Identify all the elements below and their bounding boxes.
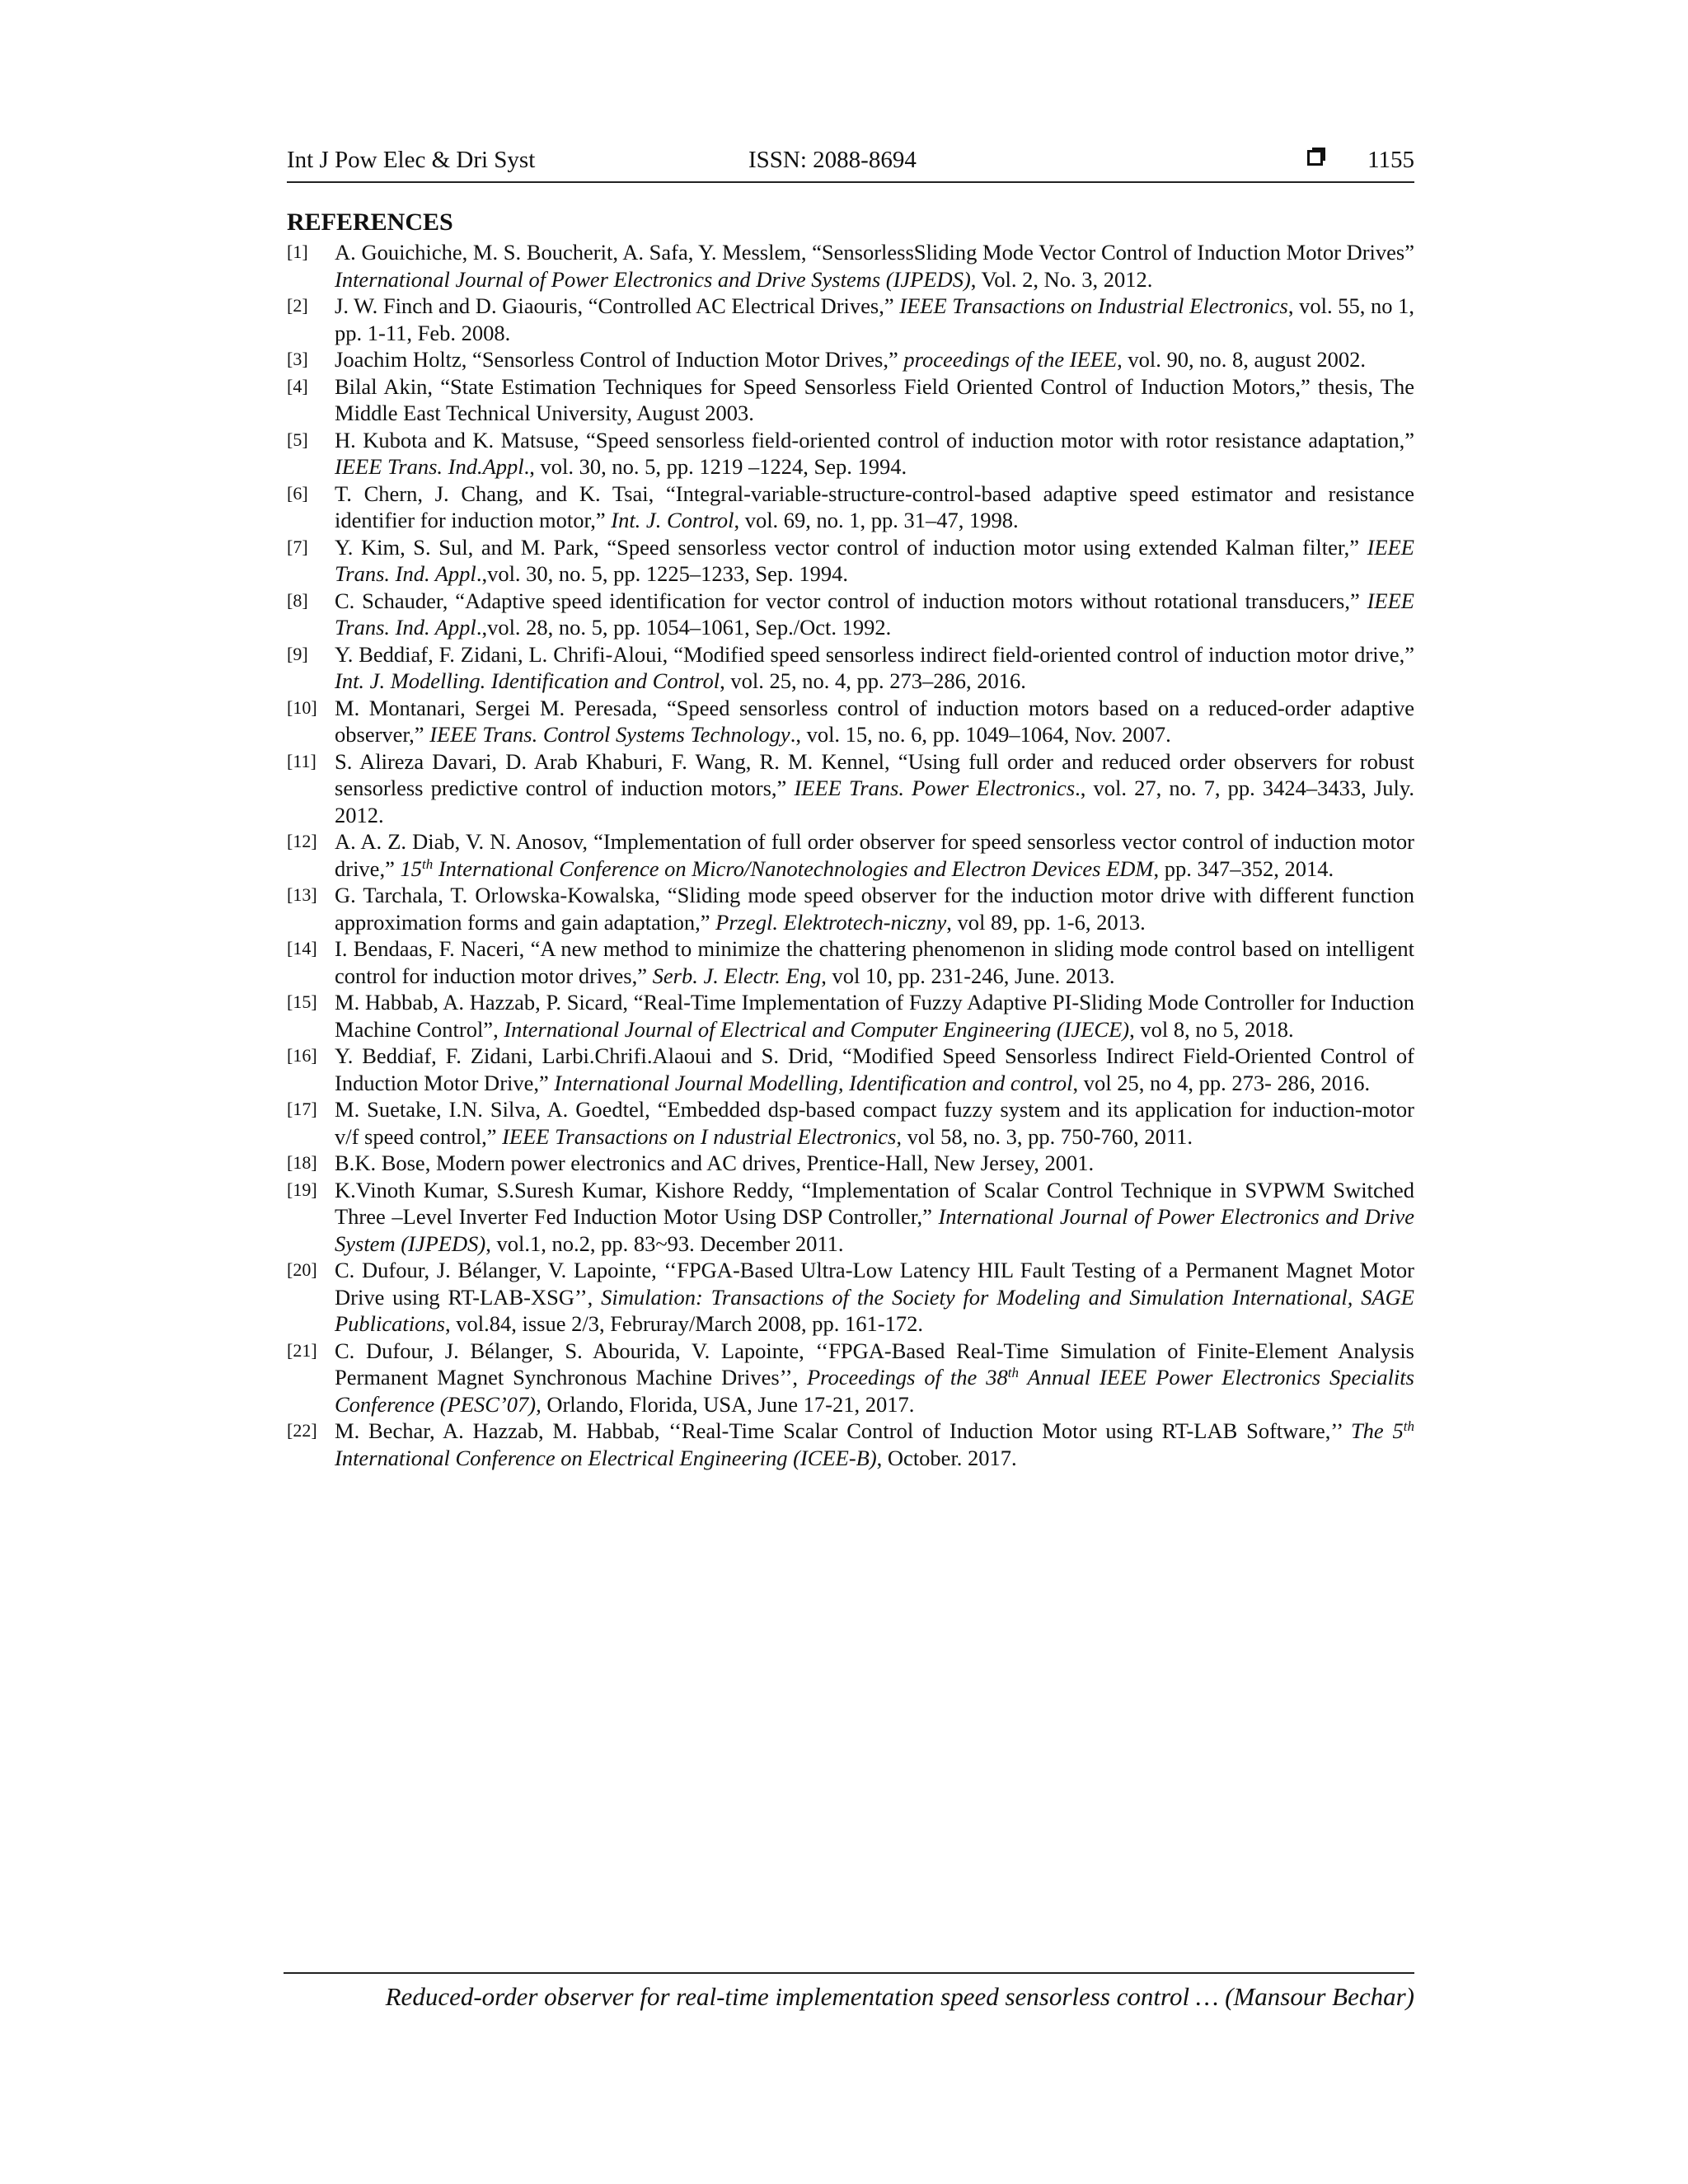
reference-text: C. Schauder, “Adaptive speed identification for vector control of induction motors without rotational transducers,” IEEE Trans. Ind. Appl.,vol. 28, no. 5, pp. 1054–1061, Sep./Oct. 1992. (335, 588, 1414, 640)
reference-number: [19] (287, 1179, 317, 1200)
reference-text: M. Bechar, A. Hazzab, M. Habbab, ‘‘Real-Time Scalar Control of Induction Motor using RT-LAB Software,’’ The 5th International Conference on Electrical Engineering (ICEE-B), October. 2017. (335, 1418, 1414, 1470)
reference-number: [11] (287, 750, 316, 771)
reference-text: J. W. Finch and D. Giaouris, “Controlled AC Electrical Drives,” IEEE Transactions on Industrial Electronics, vol. 55, no 1, pp. 1-11, Feb. 2008. (335, 293, 1414, 345)
section-heading: REFERENCES (287, 209, 453, 236)
reference-number: [4] (287, 375, 308, 396)
reference-text: Joachim Holtz, “Sensorless Control of Induction Motor Drives,” proceedings of the IEEE, vol. 90, no. 8, august 2002. (335, 347, 1366, 372)
reference-item (287, 1338, 1414, 1418)
reference-text: M. Suetake, I.N. Silva, A. Goedtel, “Embedded dsp-based compact fuzzy system and its application for induction-motor v/f speed control,” IEEE Transactions on I ndustrial Electronics, vol 58, no. 3, pp. 750-760, 2011. (335, 1097, 1414, 1149)
reference-item (287, 534, 1414, 588)
reference-text: M. Habbab, A. Hazzab, P. Sicard, “Real-Time Implementation of Fuzzy Adaptive PI-Sliding Mode Controller for Induction Machine Control”, International Journal of Electrical and Computer Engineering (IJECE), vol 8, no 5, 2018. (335, 990, 1414, 1042)
reference-text: T. Chern, J. Chang, and K. Tsai, “Integral-variable-structure-control-based adaptive speed estimator and resistance identifier for induction motor,” Int. J. Control, vol. 69, no. 1, pp. 31–47, 1998. (335, 480, 1414, 532)
reference-number: [1] (287, 241, 308, 262)
reference-item (287, 373, 1414, 427)
footer-title: Reduced-order observer for real-time implementation speed sensorless control … (Mansour Bechar) (385, 1982, 1414, 2011)
page-number: 1155 (1367, 147, 1414, 173)
reference-text: A. A. Z. Diab, V. N. Anosov, “Implementation of full order observer for speed sensorless vector control of induction motor drive,” 15th International Conference on Micro/Nanotechnologies and Electron Devices EDM, pp. 347–352, 2014. (335, 829, 1414, 881)
reference-item (287, 239, 1414, 293)
reference-number: [17] (287, 1099, 317, 1119)
reference-text: M. Montanari, Sergei M. Peresada, “Speed sensorless control of induction motors based on a reduced-order adaptive observer,” IEEE Trans. Control Systems Technology., vol. 15, no. 6, pp. 1049–1064, Nov. 2007. (335, 695, 1414, 747)
reference-list (287, 239, 1414, 1471)
reference-number: [9] (287, 643, 308, 664)
reference-item (287, 695, 1414, 748)
reference-text: H. Kubota and K. Matsuse, “Speed sensorless field-oriented control of induction motor with rotor resistance adaptation,” IEEE Trans. Ind.Appl., vol. 30, no. 5, pp. 1219 –1224, Sep. 1994. (335, 427, 1414, 479)
reference-item (287, 480, 1414, 534)
reference-item (287, 1177, 1414, 1258)
reference-item (287, 935, 1414, 989)
reference-item (287, 293, 1414, 346)
reference-number: [2] (287, 295, 308, 316)
reference-number: [6] (287, 482, 308, 504)
reference-item (287, 748, 1414, 829)
running-header (287, 145, 1414, 183)
references-section (287, 208, 1414, 1471)
reference-number: [15] (287, 991, 317, 1012)
reference-item (287, 1418, 1414, 1471)
reference-item (287, 1043, 1414, 1096)
reference-item (287, 346, 1414, 373)
running-footer (284, 1972, 1414, 2011)
reference-number: [22] (287, 1420, 317, 1441)
reference-text: C. Dufour, J. Bélanger, V. Lapointe, ‘‘FPGA-Based Ultra-Low Latency HIL Fault Testing of a Permanent Magnet Motor Drive using RT-LAB-XSG’’, Simulation: Transactions of the Society for Modeling and Simulation International, SAGE Publications, vol.84, issue 2/3, Februray/March 2008, pp. 161-172. (335, 1258, 1414, 1336)
reference-item (287, 1096, 1414, 1150)
reference-text: G. Tarchala, T. Orlowska-Kowalska, “Sliding mode speed observer for the induction motor drive with different function approximation forms and gain adaptation,” Przegl. Elektrotech-niczny, vol 89, pp. 1-6, 2013. (335, 883, 1414, 935)
reference-number: [5] (287, 429, 308, 450)
reference-text: A. Gouichiche, M. S. Boucherit, A. Safa, Y. Messlem, “SensorlessSliding Mode Vector Control of Induction Motor Drives” International Journal of Power Electronics and Drive Systems (IJPEDS), Vol. 2, No. 3, 2012. (335, 240, 1414, 292)
issn: ISSN: 2088-8694 (748, 147, 917, 173)
reference-item (287, 1150, 1414, 1177)
reference-item (287, 641, 1414, 695)
reference-item (287, 588, 1414, 641)
reference-number: [21] (287, 1339, 317, 1361)
reference-number: [10] (287, 696, 317, 718)
reference-text: C. Dufour, J. Bélanger, S. Abourida, V. Lapointe, ‘‘FPGA-Based Real-Time Simulation of Finite-Element Analysis Permanent Magnet Synchronous Machine Drives’’, Proceedings of the 38th Annual IEEE Power Electronics Specialits Conference (PESC’07), Orlando, Florida, USA, June 17-21, 2017. (335, 1338, 1414, 1417)
reference-text: B.K. Bose, Modern power electronics and AC drives, Prentice-Hall, New Jersey, 2001. (335, 1151, 1095, 1175)
reference-number: [14] (287, 938, 317, 958)
reference-text: Y. Beddiaf, F. Zidani, Larbi.Chrifi.Alaoui and S. Drid, “Modified Speed Sensorless Indirect Field-Oriented Control of Induction Motor Drive,” International Journal Modelling, Identification and control, vol 25, no 4, pp. 273- 286, 2016. (335, 1043, 1414, 1095)
reference-text: I. Bendaas, F. Naceri, “A new method to minimize the chattering phenomenon in sliding mode control based on intelligent control for induction motor drives,” Serb. J. Electr. Eng, vol 10, pp. 231-246, June. 2013. (335, 936, 1414, 988)
reference-number: [8] (287, 589, 308, 611)
reference-item (287, 828, 1414, 882)
reference-number: [20] (287, 1259, 317, 1280)
reference-text: K.Vinoth Kumar, S.Suresh Kumar, Kishore Reddy, “Implementation of Scalar Control Technique in SVPWM Switched Three –Level Inverter Fed Induction Motor Using DSP Controller,” International Journal of Power Electronics and Drive System (IJPEDS), vol.1, no.2, pp. 83~93. December 2011. (335, 1177, 1414, 1256)
reference-text: Y. Kim, S. Sul, and M. Park, “Speed sensorless vector control of induction motor using extended Kalman filter,” IEEE Trans. Ind. Appl.,vol. 30, no. 5, pp. 1225–1233, Sep. 1994. (335, 534, 1414, 586)
journal-name: Int J Pow Elec & Dri Syst (287, 147, 536, 173)
reference-number: [18] (287, 1152, 317, 1173)
reference-item (287, 1257, 1414, 1338)
checkbox-square-icon (1307, 150, 1323, 166)
reference-number: [12] (287, 831, 317, 851)
reference-text: S. Alireza Davari, D. Arab Khaburi, F. Wang, R. M. Kennel, “Using full order and reduced order observers for robust sensorless predictive control of induction motors,” IEEE Trans. Power Electronics., vol. 27, no. 7, pp. 3424–3433, July. 2012. (335, 748, 1414, 827)
reference-item (287, 882, 1414, 935)
reference-item (287, 427, 1414, 480)
reference-number: [3] (287, 349, 308, 369)
reference-number: [7] (287, 536, 308, 557)
reference-number: [13] (287, 884, 317, 905)
reference-number: [16] (287, 1045, 317, 1066)
reference-text: Y. Beddiaf, F. Zidani, L. Chrifi-Aloui, “Modified speed sensorless indirect field-oriented control of induction motor drive,” Int. J. Modelling. Identification and Control, vol. 25, no. 4, pp. 273–286, 2016. (335, 641, 1414, 693)
reference-item (287, 989, 1414, 1043)
reference-text: Bilal Akin, “State Estimation Techniques for Speed Sensorless Field Oriented Control of Induction Motors,” thesis, The Middle East Technical University, August 2003. (335, 373, 1414, 425)
